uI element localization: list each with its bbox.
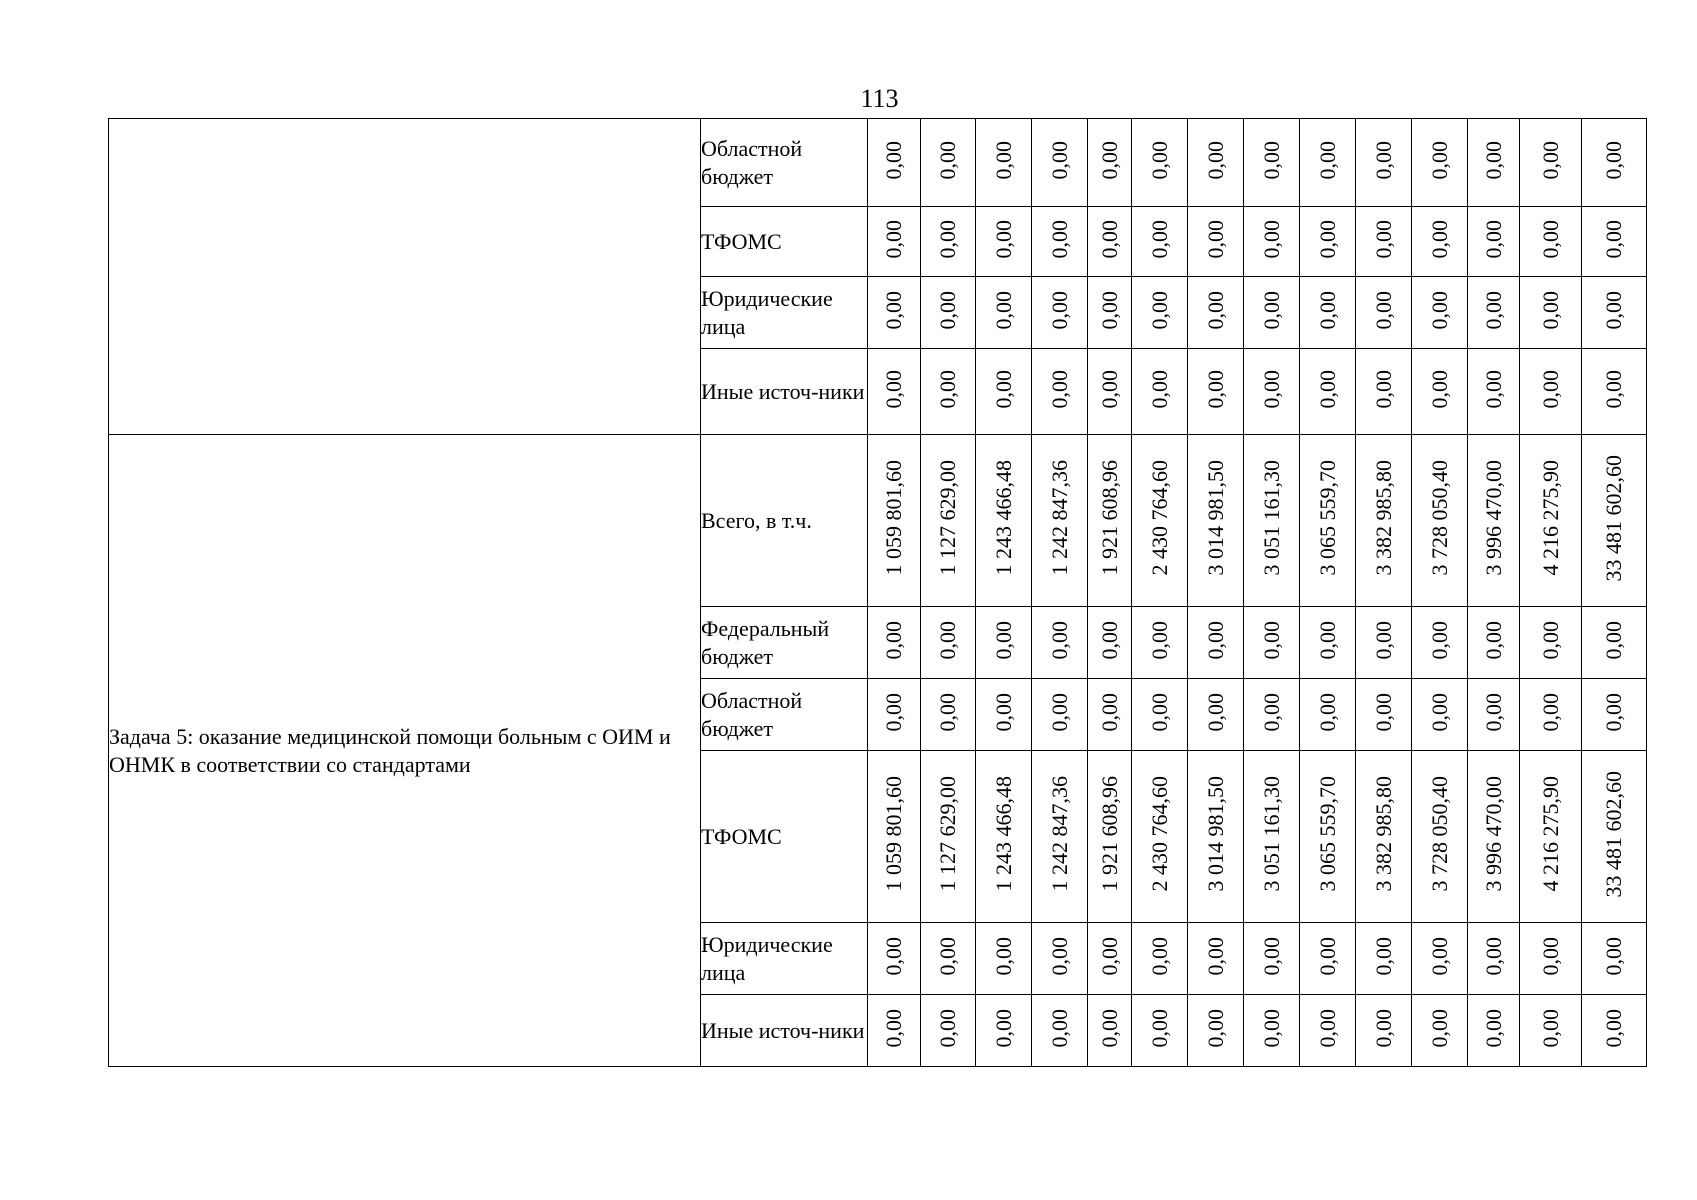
- value-text: 0,00: [1370, 290, 1396, 330]
- value-text: 0,00: [990, 692, 1016, 732]
- value-cell: [1520, 923, 1582, 995]
- value-cell: [1582, 923, 1647, 995]
- value-cell: [921, 277, 976, 349]
- value-cell: [1032, 751, 1088, 923]
- funding-source-label: Иные источ-ники: [701, 349, 868, 435]
- value-text: 0,00: [1258, 369, 1284, 409]
- value-cell: [1132, 923, 1188, 995]
- value-text: 0,00: [1096, 936, 1122, 976]
- funding-source-label: Всего, в т.ч.: [701, 435, 868, 607]
- value-cell: [1356, 119, 1412, 207]
- value-cell: [1582, 995, 1647, 1067]
- value-text: 1 059 801,60: [881, 460, 906, 576]
- value-cell: [1032, 277, 1088, 349]
- value-cell: [1582, 607, 1647, 679]
- value-cell: [1520, 995, 1582, 1067]
- value-text: 0,00: [990, 290, 1016, 330]
- value-cell: [1244, 751, 1300, 923]
- value-cell: [1088, 995, 1132, 1067]
- value-cell: [1300, 349, 1356, 435]
- value-text: 0,00: [1096, 1008, 1122, 1048]
- funding-source-label: Иные источ-ники: [701, 995, 868, 1067]
- funding-source-label: ТФОМС: [701, 207, 868, 277]
- funding-source-label: Областной бюджет: [701, 119, 868, 207]
- value-cell: [1032, 119, 1088, 207]
- value-cell: [868, 435, 921, 607]
- value-text: 0,00: [1146, 219, 1172, 259]
- value-text: 0,00: [1314, 936, 1340, 976]
- value-text: 0,00: [881, 219, 906, 259]
- funding-source-label: Областной бюджет: [701, 679, 868, 751]
- value-text: 0,00: [1601, 140, 1626, 180]
- value-text: 0,00: [1258, 620, 1284, 660]
- value-text: 0,00: [1370, 620, 1396, 660]
- value-text: 0,00: [1146, 692, 1172, 732]
- value-text: 0,00: [1202, 369, 1228, 409]
- value-text: 0,00: [1202, 620, 1228, 660]
- value-cell: [1356, 277, 1412, 349]
- value-text: 3 382 985,80: [1370, 776, 1396, 892]
- value-text: 0,00: [1046, 692, 1072, 732]
- value-text: 0,00: [1096, 140, 1122, 180]
- value-cell: [868, 995, 921, 1067]
- value-text: 3 996 470,00: [1480, 776, 1506, 892]
- value-text: 0,00: [990, 219, 1016, 259]
- value-cell: [1412, 277, 1468, 349]
- value-text: 0,00: [881, 140, 906, 180]
- value-text: 0,00: [1258, 140, 1284, 180]
- value-cell: [1032, 923, 1088, 995]
- value-text: 0,00: [1426, 219, 1452, 259]
- value-cell: [1582, 207, 1647, 277]
- value-cell: [1582, 435, 1647, 607]
- value-cell: [1412, 995, 1468, 1067]
- value-cell: [1188, 923, 1244, 995]
- value-cell: [868, 277, 921, 349]
- value-cell: [1088, 207, 1132, 277]
- value-text: 0,00: [990, 620, 1016, 660]
- value-text: 0,00: [1426, 140, 1452, 180]
- value-cell: [1032, 349, 1088, 435]
- value-text: 1 242 847,36: [1046, 460, 1072, 576]
- value-cell: [1300, 207, 1356, 277]
- value-text: 2 430 764,60: [1146, 460, 1172, 576]
- value-cell: [921, 435, 976, 607]
- value-cell: [1412, 207, 1468, 277]
- value-text: 0,00: [1258, 692, 1284, 732]
- value-text: 1 059 801,60: [881, 776, 906, 892]
- value-cell: [976, 923, 1032, 995]
- value-cell: [1132, 119, 1188, 207]
- value-cell: [1520, 207, 1582, 277]
- value-text: 3 728 050,40: [1426, 460, 1452, 576]
- value-text: 0,00: [935, 369, 960, 409]
- value-text: 0,00: [1258, 219, 1284, 259]
- value-text: 0,00: [1370, 219, 1396, 259]
- value-cell: [976, 751, 1032, 923]
- value-cell: [1582, 277, 1647, 349]
- value-text: 0,00: [1096, 620, 1122, 660]
- value-text: 0,00: [1096, 692, 1122, 732]
- value-text: 3 996 470,00: [1480, 460, 1506, 576]
- value-text: 0,00: [1480, 620, 1506, 660]
- value-text: 0,00: [1601, 290, 1626, 330]
- value-text: 0,00: [990, 1008, 1016, 1048]
- value-text: 0,00: [1601, 1008, 1626, 1048]
- value-cell: [1300, 435, 1356, 607]
- value-cell: [1412, 607, 1468, 679]
- value-text: 0,00: [1314, 692, 1340, 732]
- value-cell: [1356, 207, 1412, 277]
- value-cell: [868, 119, 921, 207]
- value-text: 0,00: [881, 369, 906, 409]
- value-cell: [1300, 277, 1356, 349]
- value-text: 0,00: [1202, 692, 1228, 732]
- value-cell: [1520, 751, 1582, 923]
- value-text: 0,00: [935, 936, 960, 976]
- value-text: 0,00: [1426, 369, 1452, 409]
- value-text: 0,00: [1480, 290, 1506, 330]
- value-cell: [1468, 923, 1520, 995]
- value-cell: [868, 207, 921, 277]
- value-text: 0,00: [1258, 936, 1284, 976]
- value-text: 0,00: [1601, 620, 1626, 660]
- value-text: 0,00: [1537, 219, 1563, 259]
- value-cell: [1088, 607, 1132, 679]
- value-cell: [1188, 751, 1244, 923]
- value-cell: [1520, 277, 1582, 349]
- value-cell: [1468, 435, 1520, 607]
- value-cell: [1032, 679, 1088, 751]
- value-cell: [1244, 435, 1300, 607]
- value-cell: [1244, 995, 1300, 1067]
- value-text: 0,00: [1046, 369, 1072, 409]
- value-cell: [1088, 119, 1132, 207]
- value-text: 0,00: [1314, 140, 1340, 180]
- value-cell: [1132, 607, 1188, 679]
- value-cell: [1188, 679, 1244, 751]
- value-text: 0,00: [1601, 219, 1626, 259]
- value-cell: [1088, 277, 1132, 349]
- value-cell: [976, 119, 1032, 207]
- value-text: 33 481 602,60: [1601, 770, 1626, 898]
- value-cell: [868, 923, 921, 995]
- value-cell: [1468, 995, 1520, 1067]
- value-text: 0,00: [1480, 692, 1506, 732]
- value-text: 0,00: [1601, 692, 1626, 732]
- value-cell: [976, 349, 1032, 435]
- value-text: 3 051 161,30: [1258, 460, 1284, 576]
- value-text: 3 382 985,80: [1370, 460, 1396, 576]
- value-text: 0,00: [935, 290, 960, 330]
- value-cell: [1356, 923, 1412, 995]
- value-cell: [1032, 435, 1088, 607]
- value-text: 0,00: [1480, 140, 1506, 180]
- value-cell: [976, 995, 1032, 1067]
- value-cell: [1468, 277, 1520, 349]
- value-text: 0,00: [1426, 1008, 1452, 1048]
- value-text: 4 216 275,90: [1537, 460, 1563, 576]
- value-text: 3 014 981,50: [1202, 776, 1228, 892]
- value-text: 0,00: [1537, 140, 1563, 180]
- value-text: 0,00: [990, 369, 1016, 409]
- value-text: 0,00: [1537, 290, 1563, 330]
- value-cell: [921, 119, 976, 207]
- value-text: 0,00: [1370, 140, 1396, 180]
- value-text: 0,00: [1537, 1008, 1563, 1048]
- value-cell: [921, 923, 976, 995]
- value-text: 0,00: [1202, 1008, 1228, 1048]
- value-cell: [868, 607, 921, 679]
- value-text: 2 430 764,60: [1146, 776, 1172, 892]
- value-cell: [921, 995, 976, 1067]
- table-row: [109, 435, 1647, 607]
- value-text: 0,00: [1426, 692, 1452, 732]
- funding-source-label: Юридические лица: [701, 923, 868, 995]
- value-text: 0,00: [1426, 936, 1452, 976]
- value-cell: [1088, 679, 1132, 751]
- value-cell: [1188, 435, 1244, 607]
- value-cell: [976, 435, 1032, 607]
- value-cell: [1188, 119, 1244, 207]
- value-text: 0,00: [1202, 290, 1228, 330]
- value-text: 0,00: [1537, 369, 1563, 409]
- value-cell: [921, 349, 976, 435]
- value-text: 0,00: [1314, 1008, 1340, 1048]
- value-text: 0,00: [1046, 620, 1072, 660]
- value-text: 0,00: [881, 290, 906, 330]
- value-text: 3 014 981,50: [1202, 460, 1228, 576]
- value-text: 0,00: [1258, 290, 1284, 330]
- value-text: 33 481 602,60: [1601, 454, 1626, 582]
- value-cell: [1032, 207, 1088, 277]
- value-cell: [1132, 679, 1188, 751]
- value-text: 0,00: [1537, 936, 1563, 976]
- value-text: 0,00: [1146, 369, 1172, 409]
- value-cell: [1244, 277, 1300, 349]
- value-text: 0,00: [1146, 290, 1172, 330]
- funding-source-label: ТФОМС: [701, 751, 868, 923]
- value-text: 0,00: [1202, 140, 1228, 180]
- value-cell: [868, 751, 921, 923]
- value-text: 0,00: [1146, 140, 1172, 180]
- funding-source-label: Юридические лица: [701, 277, 868, 349]
- value-text: 0,00: [1426, 620, 1452, 660]
- value-text: 3 728 050,40: [1426, 776, 1452, 892]
- value-cell: [1032, 607, 1088, 679]
- value-text: 0,00: [1146, 936, 1172, 976]
- value-cell: [1032, 995, 1088, 1067]
- funding-source-label: Федеральный бюджет: [701, 607, 868, 679]
- value-cell: [1088, 349, 1132, 435]
- value-text: 0,00: [1480, 1008, 1506, 1048]
- value-text: 0,00: [881, 692, 906, 732]
- value-text: 0,00: [1480, 369, 1506, 409]
- value-cell: [1468, 119, 1520, 207]
- value-text: 0,00: [990, 936, 1016, 976]
- value-cell: [868, 349, 921, 435]
- value-cell: [1356, 995, 1412, 1067]
- value-text: 0,00: [1537, 620, 1563, 660]
- value-text: 1 921 608,96: [1096, 776, 1122, 892]
- value-cell: [1132, 751, 1188, 923]
- value-cell: [1300, 923, 1356, 995]
- value-text: 0,00: [1258, 1008, 1284, 1048]
- value-cell: [1132, 349, 1188, 435]
- value-text: 0,00: [881, 620, 906, 660]
- value-cell: [1520, 119, 1582, 207]
- value-cell: [1244, 607, 1300, 679]
- value-cell: [1188, 995, 1244, 1067]
- value-cell: [1356, 349, 1412, 435]
- value-cell: [1412, 923, 1468, 995]
- value-cell: [1468, 349, 1520, 435]
- value-text: 1 921 608,96: [1096, 460, 1122, 576]
- value-text: 1 127 629,00: [935, 776, 960, 892]
- value-cell: [1300, 751, 1356, 923]
- value-cell: [1132, 207, 1188, 277]
- value-text: 1 243 466,48: [990, 460, 1016, 576]
- value-cell: [1520, 435, 1582, 607]
- value-text: 0,00: [881, 936, 906, 976]
- value-text: 0,00: [881, 1008, 906, 1048]
- value-text: 0,00: [1046, 219, 1072, 259]
- value-cell: [1582, 751, 1647, 923]
- value-text: 1 242 847,36: [1046, 776, 1072, 892]
- value-text: 1 127 629,00: [935, 460, 960, 576]
- value-cell: [1468, 751, 1520, 923]
- value-cell: [1520, 679, 1582, 751]
- value-cell: [1088, 435, 1132, 607]
- value-text: 0,00: [935, 1008, 960, 1048]
- financing-table: [108, 118, 1647, 1067]
- value-cell: [1412, 751, 1468, 923]
- value-cell: [1088, 751, 1132, 923]
- value-cell: [976, 207, 1032, 277]
- value-text: 0,00: [1601, 369, 1626, 409]
- value-text: 0,00: [935, 620, 960, 660]
- value-text: 3 051 161,30: [1258, 776, 1284, 892]
- value-cell: [1356, 679, 1412, 751]
- value-cell: [868, 679, 921, 751]
- value-cell: [921, 679, 976, 751]
- value-text: 0,00: [1370, 936, 1396, 976]
- value-cell: [1300, 995, 1356, 1067]
- value-cell: [1188, 207, 1244, 277]
- value-text: 0,00: [1046, 290, 1072, 330]
- value-cell: [921, 607, 976, 679]
- value-cell: [1244, 349, 1300, 435]
- value-text: 0,00: [1096, 219, 1122, 259]
- value-cell: [1520, 607, 1582, 679]
- value-text: 0,00: [1096, 369, 1122, 409]
- value-cell: [1300, 679, 1356, 751]
- value-text: 3 065 559,70: [1314, 460, 1340, 576]
- value-text: 0,00: [1601, 936, 1626, 976]
- value-cell: [1188, 349, 1244, 435]
- value-cell: [1244, 923, 1300, 995]
- value-text: 0,00: [1314, 620, 1340, 660]
- value-text: 0,00: [1370, 1008, 1396, 1048]
- value-cell: [1300, 607, 1356, 679]
- value-text: 0,00: [1202, 936, 1228, 976]
- value-text: 0,00: [1480, 219, 1506, 259]
- value-text: 0,00: [935, 692, 960, 732]
- value-cell: [1356, 607, 1412, 679]
- value-cell: [1188, 607, 1244, 679]
- value-text: 0,00: [1096, 290, 1122, 330]
- value-cell: [921, 751, 976, 923]
- value-text: 0,00: [1426, 290, 1452, 330]
- value-cell: [1356, 435, 1412, 607]
- value-text: 0,00: [1146, 1008, 1172, 1048]
- value-text: 0,00: [935, 219, 960, 259]
- value-cell: [1300, 119, 1356, 207]
- value-cell: [1468, 607, 1520, 679]
- value-text: 0,00: [990, 140, 1016, 180]
- value-cell: [1132, 277, 1188, 349]
- value-text: 0,00: [1370, 692, 1396, 732]
- value-text: 0,00: [1370, 369, 1396, 409]
- value-text: 0,00: [1046, 140, 1072, 180]
- value-cell: [1582, 679, 1647, 751]
- value-cell: [976, 607, 1032, 679]
- value-cell: [1412, 679, 1468, 751]
- value-text: 0,00: [1046, 936, 1072, 976]
- value-cell: [1132, 435, 1188, 607]
- task-cell: Задача 5: оказание медицинской помощи больным с ОИМ и ОНМК в соответствии со стандартами: [109, 435, 701, 1067]
- value-text: 0,00: [1314, 219, 1340, 259]
- value-cell: [1244, 207, 1300, 277]
- value-cell: [976, 679, 1032, 751]
- value-cell: [1468, 679, 1520, 751]
- task-cell: [109, 119, 701, 435]
- value-text: 0,00: [1146, 620, 1172, 660]
- value-cell: [1412, 119, 1468, 207]
- value-cell: [1244, 119, 1300, 207]
- value-cell: [1582, 349, 1647, 435]
- value-cell: [1244, 679, 1300, 751]
- value-text: 1 243 466,48: [990, 776, 1016, 892]
- value-cell: [1468, 207, 1520, 277]
- value-text: 4 216 275,90: [1537, 776, 1563, 892]
- value-text: 3 065 559,70: [1314, 776, 1340, 892]
- value-cell: [1582, 119, 1647, 207]
- value-cell: [1132, 995, 1188, 1067]
- value-text: 0,00: [1046, 1008, 1072, 1048]
- table-row: [109, 119, 1647, 207]
- table-body: [109, 119, 1647, 1067]
- value-text: 0,00: [1314, 290, 1340, 330]
- value-text: 0,00: [935, 140, 960, 180]
- value-text: 0,00: [1537, 692, 1563, 732]
- value-cell: [1520, 349, 1582, 435]
- value-text: 0,00: [1314, 369, 1340, 409]
- value-text: 0,00: [1480, 936, 1506, 976]
- value-cell: [1356, 751, 1412, 923]
- value-cell: [976, 277, 1032, 349]
- value-cell: [921, 207, 976, 277]
- value-cell: [1188, 277, 1244, 349]
- value-cell: [1412, 435, 1468, 607]
- value-text: 0,00: [1202, 219, 1228, 259]
- value-cell: [1412, 349, 1468, 435]
- page-number: 113: [860, 84, 899, 113]
- value-cell: [1088, 923, 1132, 995]
